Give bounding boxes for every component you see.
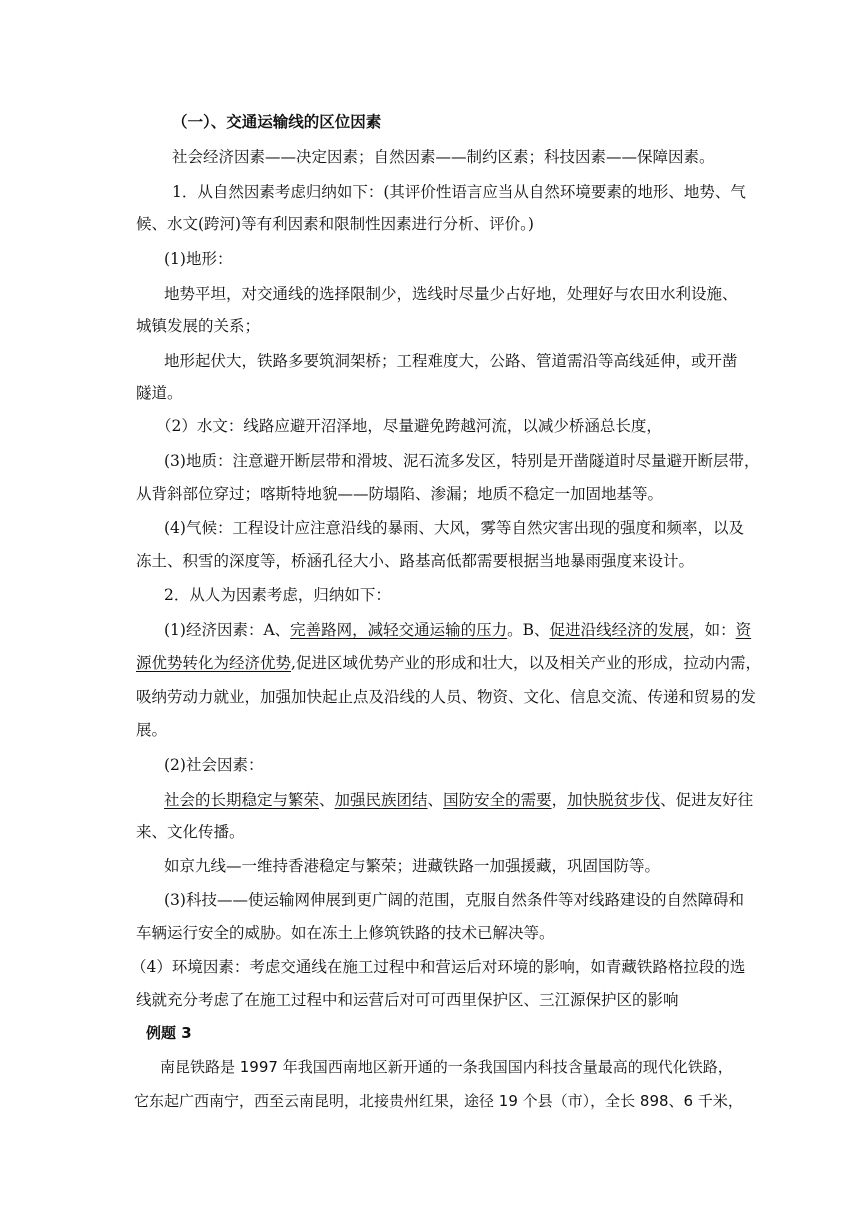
hydrology-paragraph: （2）水文：线路应避开沼泽地，尽量避免跨越河流，以减少桥涵总长度，: [156, 417, 662, 435]
economic-point-development: 促进沿线经济的发展: [549, 621, 690, 639]
section-heading: （一）、交通运输线的区位因素: [172, 112, 382, 131]
terrain-label: (1)地形：: [164, 250, 233, 268]
economic-point-resource-end: 源优势转化为经济优势: [136, 654, 292, 672]
social-separator-2: 、: [427, 791, 444, 809]
terrain-rugged-line2: 隧道。: [136, 384, 183, 402]
economic-factors-line2: [136, 653, 761, 673]
geology-line1: (3)地质：注意避开断层带和滑坡、泥石流多发区，特别是开凿隧道时尽量避开断层带，: [164, 452, 760, 470]
intro-paragraph: 社会经济因素——决定因素；自然因素——制约区素；科技因素——保障因素。: [172, 148, 715, 166]
climate-line2: 冻土、积雪的深度等，桥涵孔径大小、路基高低都需要根据当地暴雨强度来设计。: [136, 552, 695, 570]
social-point-unity: 加强民族团结: [334, 791, 428, 809]
geology-line2: 从背斜部位穿过；喀斯特地貌——防塌陷、渗漏；地质不稳定一加固地基等。: [136, 485, 664, 503]
social-text-continued: 、促进友好往: [660, 791, 754, 809]
social-separator-3: ，: [551, 791, 568, 809]
economic-separator: 。B、: [507, 621, 550, 639]
natural-factors-title-line1: 1．从自然因素考虑归纳如下：(其评价性语言应当从自然环境要素的地形、地势、气: [172, 183, 746, 201]
example-paragraph-line2: 它东起广西南宁，西至云南昆明，北接贵州红果，途径 19 个县（市），全长 898、6 千米，: [134, 1092, 743, 1110]
technology-line2: 车辆运行安全的威胁。如在冻土上修筑铁路的技术已解决等。: [136, 924, 555, 942]
terrain-rugged-line1: 地形起伏大，铁路多要筑洞架桥；工程难度大，公路、管道需沿等高线延伸，或开凿: [164, 352, 738, 370]
economic-point-road-network: 完善路网，减轻交通运输的压力: [290, 621, 508, 639]
economic-factors-line4: 展。: [136, 721, 168, 739]
economic-text-continued: ,促进区域优势产业的形成和壮大，以及相关产业的形成，拉动内需，: [291, 654, 761, 672]
social-separator-1: 、: [319, 791, 335, 809]
example-title: 例题 3: [146, 1024, 192, 1042]
example-paragraph-line1: 南昆铁路是 1997 年我国西南地区新开通的一条我国国内科技含量最高的现代化铁路，: [160, 1058, 733, 1076]
economic-point-resource-start: 资: [735, 621, 752, 639]
environment-line1: （4）环境因素：考虑交通线在施工过程中和营运后对环境的影响，如青藏铁路格拉段的选: [131, 958, 746, 976]
climate-line1: (4)气候：工程设计应注意沿线的暴雨、大风，雾等自然灾害出现的强度和频率，以及: [164, 519, 744, 537]
economic-factors-line1: [164, 620, 751, 640]
terrain-flat-line1: 地势平坦，对交通线的选择限制少，选线时尽量少占好地，处理好与农田水利设施、: [164, 285, 738, 303]
human-factors-title: 2．从人为因素考虑，归纳如下：: [164, 586, 391, 604]
terrain-flat-line2: 城镇发展的关系；: [136, 317, 261, 335]
social-point-defense: 国防安全的需要: [443, 791, 552, 809]
social-example: 如京九线—一维持香港稳定与繁荣；进藏铁路一加强援藏，巩固国防等。: [164, 857, 661, 875]
social-point-poverty: 加快脱贫步伐: [567, 791, 661, 809]
technology-line1: (3)科技——使运输网伸展到更广阔的范围，克服自然条件等对线路建设的自然障碍和: [164, 891, 744, 909]
social-point-stability: 社会的长期稳定与繁荣: [164, 791, 320, 809]
economic-label: (1)经济因素：A、: [164, 621, 291, 639]
social-factors-line2: 来、文化传播。: [136, 823, 245, 841]
social-factors-line1: [164, 790, 753, 810]
natural-factors-title-line2: 候、水文(跨河)等有利因素和限制性因素进行分析、评价。): [136, 215, 534, 233]
environment-line2: 线就充分考虑了在施工过程中和运营后对可可西里保护区、三江源保护区的影响: [136, 991, 679, 1009]
economic-factors-line3: 吸纳劳动力就业，加强加快起止点及沿线的人员、物资、文化、信息交流、传递和贸易的发: [136, 688, 757, 706]
social-factors-label: (2)社会因素：: [164, 756, 264, 774]
economic-such-as: ，如：: [689, 621, 736, 639]
